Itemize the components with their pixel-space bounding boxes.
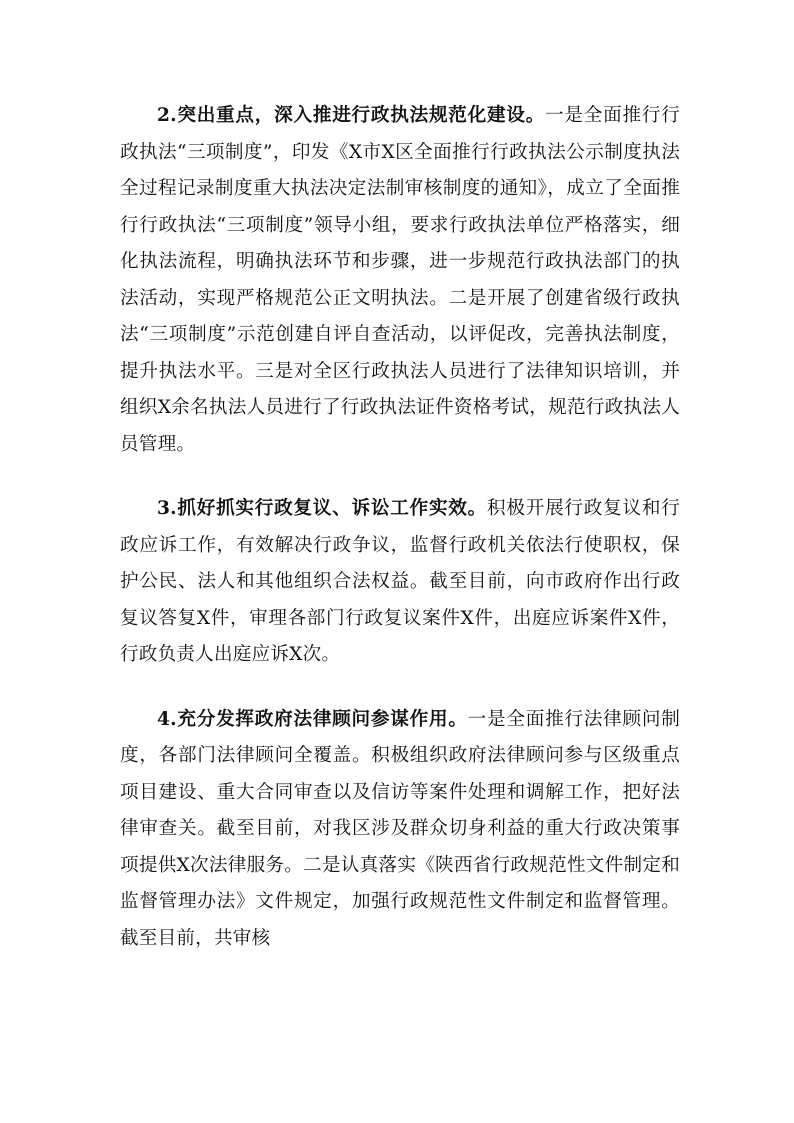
paragraph-body: 一是全面推行行政执法“三项制度”，印发《X市X区全面推行行政执法公示制度执法全过程记录制度重大执法决定法制审核制度的通知》，成立了全面推行行政执法“三项制度”领导小组，要求行政执法单位严格落实，细化执法流程，明确执法环节和步骤，进一步规范行政执法部门的执法活动，实现严格规范公正文明执法。二是开展了创建省级行政执法“三项制度”示范创建自评自查活动，以评促改，完善执法制度，提升执法水平。三是对全区行政执法人员进行了法律知识培训，并组织X余名执法人员进行了行政执法证件资格考试，规范行政执法人员管理。 xyxy=(120,105,680,455)
paragraph-heading: 4.充分发挥政府法律顾问参谋作用。 xyxy=(157,708,468,730)
paragraph-law-enforcement-standardization xyxy=(120,98,680,463)
paragraph-heading: 3.抓好抓实行政复议、诉讼工作实效。 xyxy=(157,498,488,519)
paragraph-legal-advisor xyxy=(120,702,680,958)
document-page xyxy=(120,98,680,985)
paragraph-heading: 2.突出重点，深入推进行政执法规范化建设。 xyxy=(157,105,546,126)
paragraph-body: 一是全面推行法律顾问制度，各部门法律顾问全覆盖。积极组织政府法律顾问参与区级重点项目建设、重大合同审查以及信访等案件处理和调解工作，把好法律审查关。截至目前，对我区涉及群众切身利益的重大行政决策事项提供X次法律服务。二是认真落实《陕西省行政规范性文件制定和监督管理办法》文件规定，加强行政规范性文件制定和监督管理。截至目前，共审核 xyxy=(120,708,680,949)
paragraph-administrative-review xyxy=(120,491,680,674)
paragraph-body: 积极开展行政复议和行政应诉工作，有效解决行政争议，监督行政机关依法行使职权，保护公民、法人和其他组织合法权益。截至目前，向市政府作出行政复议答复X件，审理各部门行政复议案件X件，出庭应诉案件X件，行政负责人出庭应诉X次。 xyxy=(120,498,680,665)
